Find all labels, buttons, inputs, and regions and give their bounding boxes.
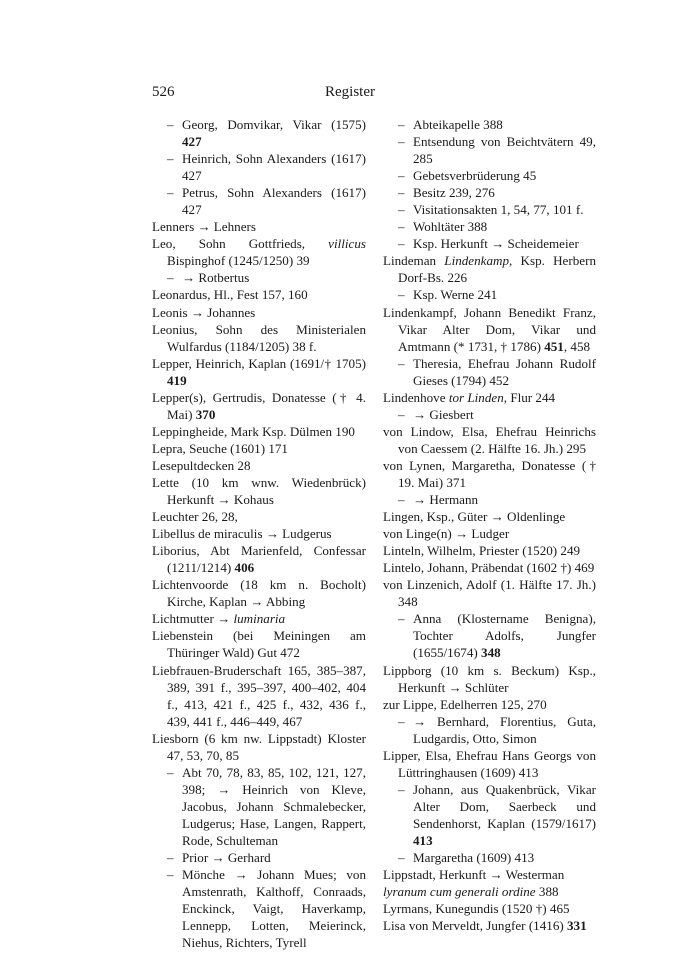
subentry-dash: – [167, 151, 174, 167]
entry-text: Besitz 239, 276 [413, 185, 495, 201]
index-entry [383, 252, 596, 286]
subentry-dash: – [167, 850, 174, 866]
subentry-dash: – [398, 611, 405, 627]
index-entry [152, 730, 366, 764]
entry-text: Johann, aus Quakenbrück, Vikar Alter Dom, Saerbeck und Sendenhorst, Kaplan (1579/1617) [413, 781, 596, 831]
subentry-dash: – [398, 219, 405, 235]
subentry-dash: – [398, 287, 405, 303]
index-subentry [152, 866, 366, 951]
entry-text: Ksp. Werne 241 [413, 287, 498, 303]
entry-text: von Lindow, Elsa, Ehefrau Heinrichs von Caessem (2. Hälfte 16. Jh.) 295 [383, 423, 596, 456]
index-entry [383, 900, 596, 917]
subentry-dash: – [398, 355, 405, 371]
bold-page-ref: 331 [567, 918, 587, 934]
bold-page-ref: 427 [182, 134, 202, 150]
entry-text: Lisa von Merveldt, Jungfer (1416) [383, 918, 567, 934]
bold-page-ref: 348 [481, 645, 501, 661]
italic-term: villicus [328, 236, 366, 252]
entry-text: Heinrich, Sohn Alexanders (1617) 427 [182, 151, 366, 184]
entry-text: Liebfrauen-Bruderschaft 165, 385–387, 389, 391 f., 395–397, 400–402, 404 f., 413, 421 f., 425 f., 432, 436 f., 439, 441 f., 446–449, 467 [152, 662, 366, 729]
entry-text: Lichtmutter → [152, 611, 234, 627]
index-subentry [383, 218, 596, 235]
index-subentry [383, 713, 596, 747]
index-entry [152, 474, 366, 508]
entry-text: Leuchter 26, 28, [152, 509, 238, 525]
entry-text: Lepper(s), Gertrudis, Donatesse († 4. Mai) [152, 389, 366, 422]
entry-text: Lippborg (10 km s. Beckum) Ksp., Herkunft → Schlüter [383, 662, 596, 695]
running-title: Register [325, 84, 375, 100]
index-subentry [383, 406, 596, 423]
italic-term: tor Linden [448, 389, 504, 405]
italic-term: luminaria [233, 611, 286, 627]
index-subentry [383, 133, 596, 167]
index-subentry [152, 849, 366, 866]
entry-text: Lyrmans, Kunegundis (1520 †) 465 [383, 901, 570, 917]
subentry-dash: – [398, 236, 405, 252]
entry-text: Lipper, Elsa, Ehefrau Hans Georgs von Lüttringhausen (1609) 413 [383, 747, 596, 780]
subentry-dash: – [398, 713, 405, 729]
entry-text: Theresia, Ehefrau Johann Rudolf Gieses (1794) 452 [413, 355, 596, 388]
subentry-dash: – [398, 850, 405, 866]
index-entry [383, 508, 596, 525]
entry-text: Lepra, Seuche (1601) 171 [152, 440, 288, 456]
entry-text: Lingen, Ksp., Güter → Oldenlinge [383, 509, 566, 525]
entry-text: Abt 70, 78, 83, 85, 102, 121, 127, 398; → Heinrich von Kleve, Jacobus, Johann Schmalebecker, Ludgerus; Hase, Langen, Rappert, Rode, Schulteman [182, 764, 366, 848]
entry-text: Leonis → Johannes [152, 304, 256, 320]
index-entry [152, 235, 366, 269]
index-entry [152, 304, 366, 321]
entry-text: Lenners → Lehners [152, 219, 256, 235]
entry-text: Prior → Gerhard [182, 850, 271, 866]
entry-text: Mönche → Johann Mues; von Amstenrath, Kalthoff, Conraads, Enckinck, Vaigt, Haverkamp, Lennepp, Lotten, Meierinck, Niehus, Richters, Tyrell [182, 867, 366, 951]
index-subentry [383, 781, 596, 849]
subentry-dash: – [167, 764, 174, 780]
index-entry [383, 542, 596, 559]
bold-page-ref: 419 [167, 372, 187, 388]
index-subentry [383, 167, 596, 184]
index-entry [383, 576, 596, 610]
entry-text: → Giesbert [413, 406, 474, 422]
subentry-dash: – [398, 202, 405, 218]
entry-text: Ksp. Herkunft → Scheidemeier [413, 236, 579, 252]
index-entry [383, 883, 596, 900]
entry-text: Lesepultdecken 28 [152, 457, 251, 473]
entry-text: Libellus de miraculis → Ludgerus [152, 526, 332, 542]
index-entry [383, 457, 596, 491]
index-entry [152, 576, 366, 610]
index-column-left [152, 116, 366, 951]
entry-text: Gebetsverbrüderung 45 [413, 168, 537, 184]
page-number: 526 [152, 84, 175, 100]
subentry-dash: – [167, 270, 174, 286]
index-entry [152, 286, 366, 303]
entry-text: Margaretha (1609) 413 [413, 850, 535, 866]
entry-text: Lindeman [383, 253, 445, 269]
entry-text: Entsendung von Beichtvätern 49, 285 [413, 134, 596, 167]
index-entry [152, 627, 366, 661]
entry-text: Liebenstein (bei Meiningen am Thüringer Wald) Gut 472 [152, 628, 366, 661]
index-entry [383, 389, 596, 406]
entry-text: Wohltäter 388 [413, 219, 488, 235]
index-subentry [383, 286, 596, 303]
subentry-dash: – [167, 117, 174, 132]
index-entry [152, 440, 366, 457]
subentry-dash: – [398, 185, 405, 201]
index-entry [383, 559, 596, 576]
entry-text: von Linzenich, Adolf (1. Hälfte 17. Jh.) 348 [383, 577, 596, 610]
index-entry [152, 321, 366, 355]
entry-text: Lichtenvoorde (18 km n. Bocholt) Kirche, Kaplan → Abbing [152, 577, 366, 610]
subentry-dash: – [167, 185, 174, 201]
entry-text: von Linge(n) → Ludger [383, 526, 510, 542]
subentry-dash: – [398, 406, 405, 422]
index-subentry [383, 184, 596, 201]
subentry-dash: – [398, 134, 405, 150]
index-entry [152, 662, 366, 730]
index-entry [152, 508, 366, 525]
entry-text: Leonardus, Hl., Fest 157, 160 [152, 287, 308, 303]
entry-text: Liborius, Abt Marienfeld, Confessar (1211/1214) [152, 543, 366, 576]
index-entry [383, 423, 596, 457]
bold-page-ref: 406 [234, 560, 255, 576]
index-entry [152, 355, 366, 389]
entry-text: Lepper, Heinrich, Kaplan (1691/† 1705) [152, 355, 366, 371]
index-subentry [383, 116, 596, 133]
index-entry [152, 542, 366, 576]
entry-text: Lindenkampf, Johann Benedikt Franz, Vikar Alter Dom, Vikar und Amtmann (* 1731, † 1786) [383, 304, 596, 354]
entry-text: zur Lippe, Edelherren 125, 270 [383, 696, 547, 712]
entry-text: → Rotbertus [182, 270, 250, 286]
index-entry [152, 389, 366, 423]
index-entry [383, 747, 596, 781]
index-subentry [383, 235, 596, 252]
index-subentry [152, 764, 366, 849]
italic-term: Lindenkamp [444, 253, 510, 269]
entry-text: Petrus, Sohn Alexanders (1617) 427 [182, 185, 366, 218]
index-entry [383, 866, 596, 883]
index-entry [152, 610, 366, 627]
index-subentry [383, 849, 596, 866]
entry-text: Georg, Domvikar, Vikar (1575) [182, 117, 366, 132]
italic-term: lyranum cum generali ordine [383, 884, 536, 900]
entry-text: Visitationsakten 1, 54, 77, 101 f. [413, 202, 584, 218]
entry-text: Liesborn (6 km nw. Lippstadt) Kloster 47, 53, 70, 85 [152, 730, 366, 763]
index-subentry [152, 184, 366, 218]
index-subentry [152, 150, 366, 184]
entry-text: Linteln, Wilhelm, Priester (1520) 249 [383, 543, 581, 559]
entry-text: Bispinghof (1245/1250) 39 [167, 253, 310, 269]
index-entry [383, 696, 596, 713]
entry-text: Leonius, Sohn des Ministerialen Wulfardus (1184/1205) 38 f. [152, 321, 366, 354]
index-entry [152, 525, 366, 542]
entry-text: , Ksp. Herbern Dorf-Bs. 226 [398, 253, 596, 286]
index-entry [383, 304, 596, 355]
index-entry [383, 917, 596, 934]
subentry-dash: – [167, 867, 174, 883]
subentry-dash: – [398, 117, 405, 132]
index-entry [383, 662, 596, 696]
entry-text: , Flur 244 [503, 389, 556, 405]
entry-text: Lindenhove [383, 389, 449, 405]
index-entry [152, 457, 366, 474]
subentry-dash: – [398, 492, 405, 508]
index-entry [152, 423, 366, 440]
entry-text: Lette (10 km wnw. Wiedenbrück) Herkunft → Kohaus [152, 474, 366, 508]
entry-text: 388 [535, 884, 559, 900]
entry-text: Leo, Sohn Gottfrieds, [152, 236, 329, 252]
entry-text: → Bernhard, Florentius, Guta, Ludgardis, Otto, Simon [413, 713, 596, 746]
bold-page-ref: 413 [413, 832, 433, 848]
entry-text: Anna (Klostername Benigna), Tochter Adolfs, Jungfer (1655/1674) [413, 611, 596, 661]
index-subentry [383, 355, 596, 389]
index-subentry [152, 116, 366, 150]
index-entry [383, 525, 596, 542]
index-subentry [152, 269, 366, 286]
bold-page-ref: 370 [195, 406, 216, 422]
subentry-dash: – [398, 168, 405, 184]
index-subentry [383, 201, 596, 218]
index-entry [152, 218, 366, 235]
entry-text: Leppingheide, Mark Ksp. Dülmen 190 [152, 423, 355, 439]
entry-text: , 458 [563, 338, 591, 354]
entry-text: Lippstadt, Herkunft → Westerman [383, 867, 565, 883]
entry-text: → Hermann [413, 492, 479, 508]
entry-text: Abteikapelle 388 [413, 117, 503, 132]
index-column-right [383, 116, 596, 934]
bold-page-ref: 451 [544, 338, 564, 354]
entry-text: Lintelo, Johann, Präbendat (1602 †) 469 [383, 560, 595, 576]
entry-text: von Lynen, Margaretha, Donatesse († 19. Mai) 371 [383, 457, 596, 490]
index-subentry [383, 610, 596, 661]
subentry-dash: – [398, 781, 405, 797]
index-subentry [383, 491, 596, 508]
